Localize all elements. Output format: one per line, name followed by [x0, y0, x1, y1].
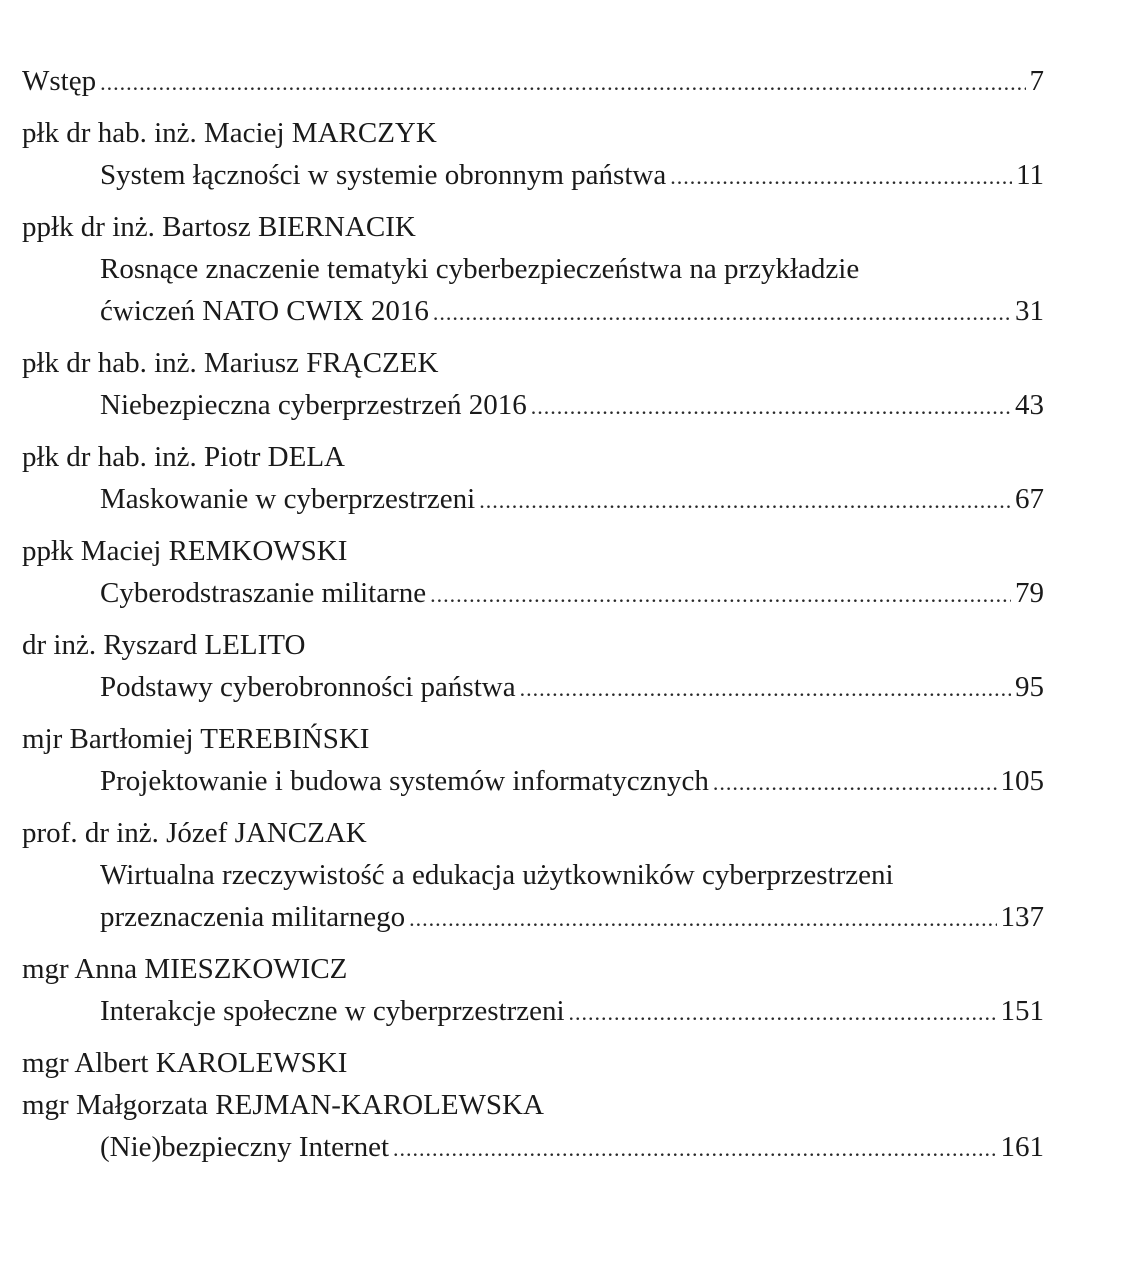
- entry-title: Cyberodstraszanie militarne: [100, 577, 427, 609]
- toc-line: [22, 1126, 1044, 1168]
- dot-leader: [713, 762, 997, 804]
- entry-title: System łączności w systemie obronnym państwa: [100, 159, 667, 191]
- entry-title: Wstęp: [22, 65, 97, 97]
- dot-leader: [433, 292, 1011, 334]
- toc-entry: [22, 812, 1044, 938]
- toc-line: [22, 666, 1044, 708]
- toc-line: [22, 60, 1044, 102]
- toc-entry: [22, 436, 1044, 520]
- toc-entry: [22, 342, 1044, 426]
- page-number: 151: [1000, 995, 1044, 1027]
- entry-title: Maskowanie w cyberprzestrzeni: [100, 483, 476, 515]
- entry-title: Niebezpieczna cyberprzestrzeń 2016: [100, 389, 527, 421]
- entry-author: ppłk Maciej REMKOWSKI: [22, 535, 348, 567]
- toc-line: [22, 990, 1044, 1032]
- toc-line: [22, 478, 1044, 520]
- dot-leader: [531, 386, 1011, 428]
- toc-line: [22, 154, 1044, 196]
- toc-entry: [22, 112, 1044, 196]
- toc-entry: [22, 1042, 1044, 1168]
- page-number: 11: [1016, 159, 1044, 191]
- dot-leader: [430, 574, 1011, 616]
- entry-title: Projektowanie i budowa systemów informatycznych: [100, 765, 709, 797]
- toc-entry: [22, 206, 1044, 332]
- dot-leader: [100, 62, 1025, 104]
- page-number: 31: [1015, 295, 1044, 327]
- toc-entry: [22, 530, 1044, 614]
- table-of-contents: [22, 60, 1044, 1178]
- dot-leader: [393, 1128, 996, 1170]
- entry-title: Podstawy cyberobronności państwa: [100, 671, 516, 703]
- entry-title: (Nie)bezpieczny Internet: [100, 1131, 390, 1163]
- entry-title-line: Rosnące znaczenie tematyki cyberbezpieczeństwa na przykładzie: [100, 253, 860, 285]
- toc-entry: [22, 624, 1044, 708]
- page-number: 95: [1015, 671, 1044, 703]
- entry-author: dr inż. Ryszard LELITO: [22, 629, 306, 661]
- page-number: 161: [1000, 1131, 1044, 1163]
- toc-line: [22, 572, 1044, 614]
- toc-entry: [22, 718, 1044, 802]
- entry-author: mgr Anna MIESZKOWICZ: [22, 953, 348, 985]
- toc-entry-intro: [22, 60, 1044, 102]
- entry-title-line: Wirtualna rzeczywistość a edukacja użytkowników cyberprzestrzeni: [100, 859, 894, 891]
- entry-author: prof. dr inż. Józef JANCZAK: [22, 817, 367, 849]
- entry-title: ćwiczeń NATO CWIX 2016: [100, 295, 429, 327]
- entry-author: płk dr hab. inż. Mariusz FRĄCZEK: [22, 347, 439, 379]
- dot-leader: [569, 992, 997, 1034]
- page-number: 67: [1015, 483, 1044, 515]
- dot-leader: [670, 156, 1012, 198]
- page-number: 105: [1000, 765, 1044, 797]
- entry-title: przeznaczenia militarnego: [100, 901, 406, 933]
- dot-leader: [409, 898, 996, 940]
- toc-line: [22, 760, 1044, 802]
- page-number: 43: [1015, 389, 1044, 421]
- toc-line: [22, 896, 1044, 938]
- dot-leader: [520, 668, 1011, 710]
- entry-author: płk dr hab. inż. Maciej MARCZYK: [22, 117, 437, 149]
- entry-author: mgr Albert KAROLEWSKI: [22, 1047, 348, 1079]
- toc-line: [22, 384, 1044, 426]
- page-number: 79: [1015, 577, 1044, 609]
- toc-line: [22, 290, 1044, 332]
- entry-author: mjr Bartłomiej TEREBIŃSKI: [22, 723, 370, 755]
- toc-entry: [22, 948, 1044, 1032]
- entry-author: mgr Małgorzata REJMAN-KAROLEWSKA: [22, 1089, 544, 1121]
- toc-entries: [22, 112, 1044, 1168]
- page-number: 137: [1000, 901, 1044, 933]
- page-number: 7: [1029, 65, 1044, 97]
- entry-author: płk dr hab. inż. Piotr DELA: [22, 441, 345, 473]
- dot-leader: [479, 480, 1011, 522]
- entry-author: ppłk dr inż. Bartosz BIERNACIK: [22, 211, 416, 243]
- entry-title: Interakcje społeczne w cyberprzestrzeni: [100, 995, 565, 1027]
